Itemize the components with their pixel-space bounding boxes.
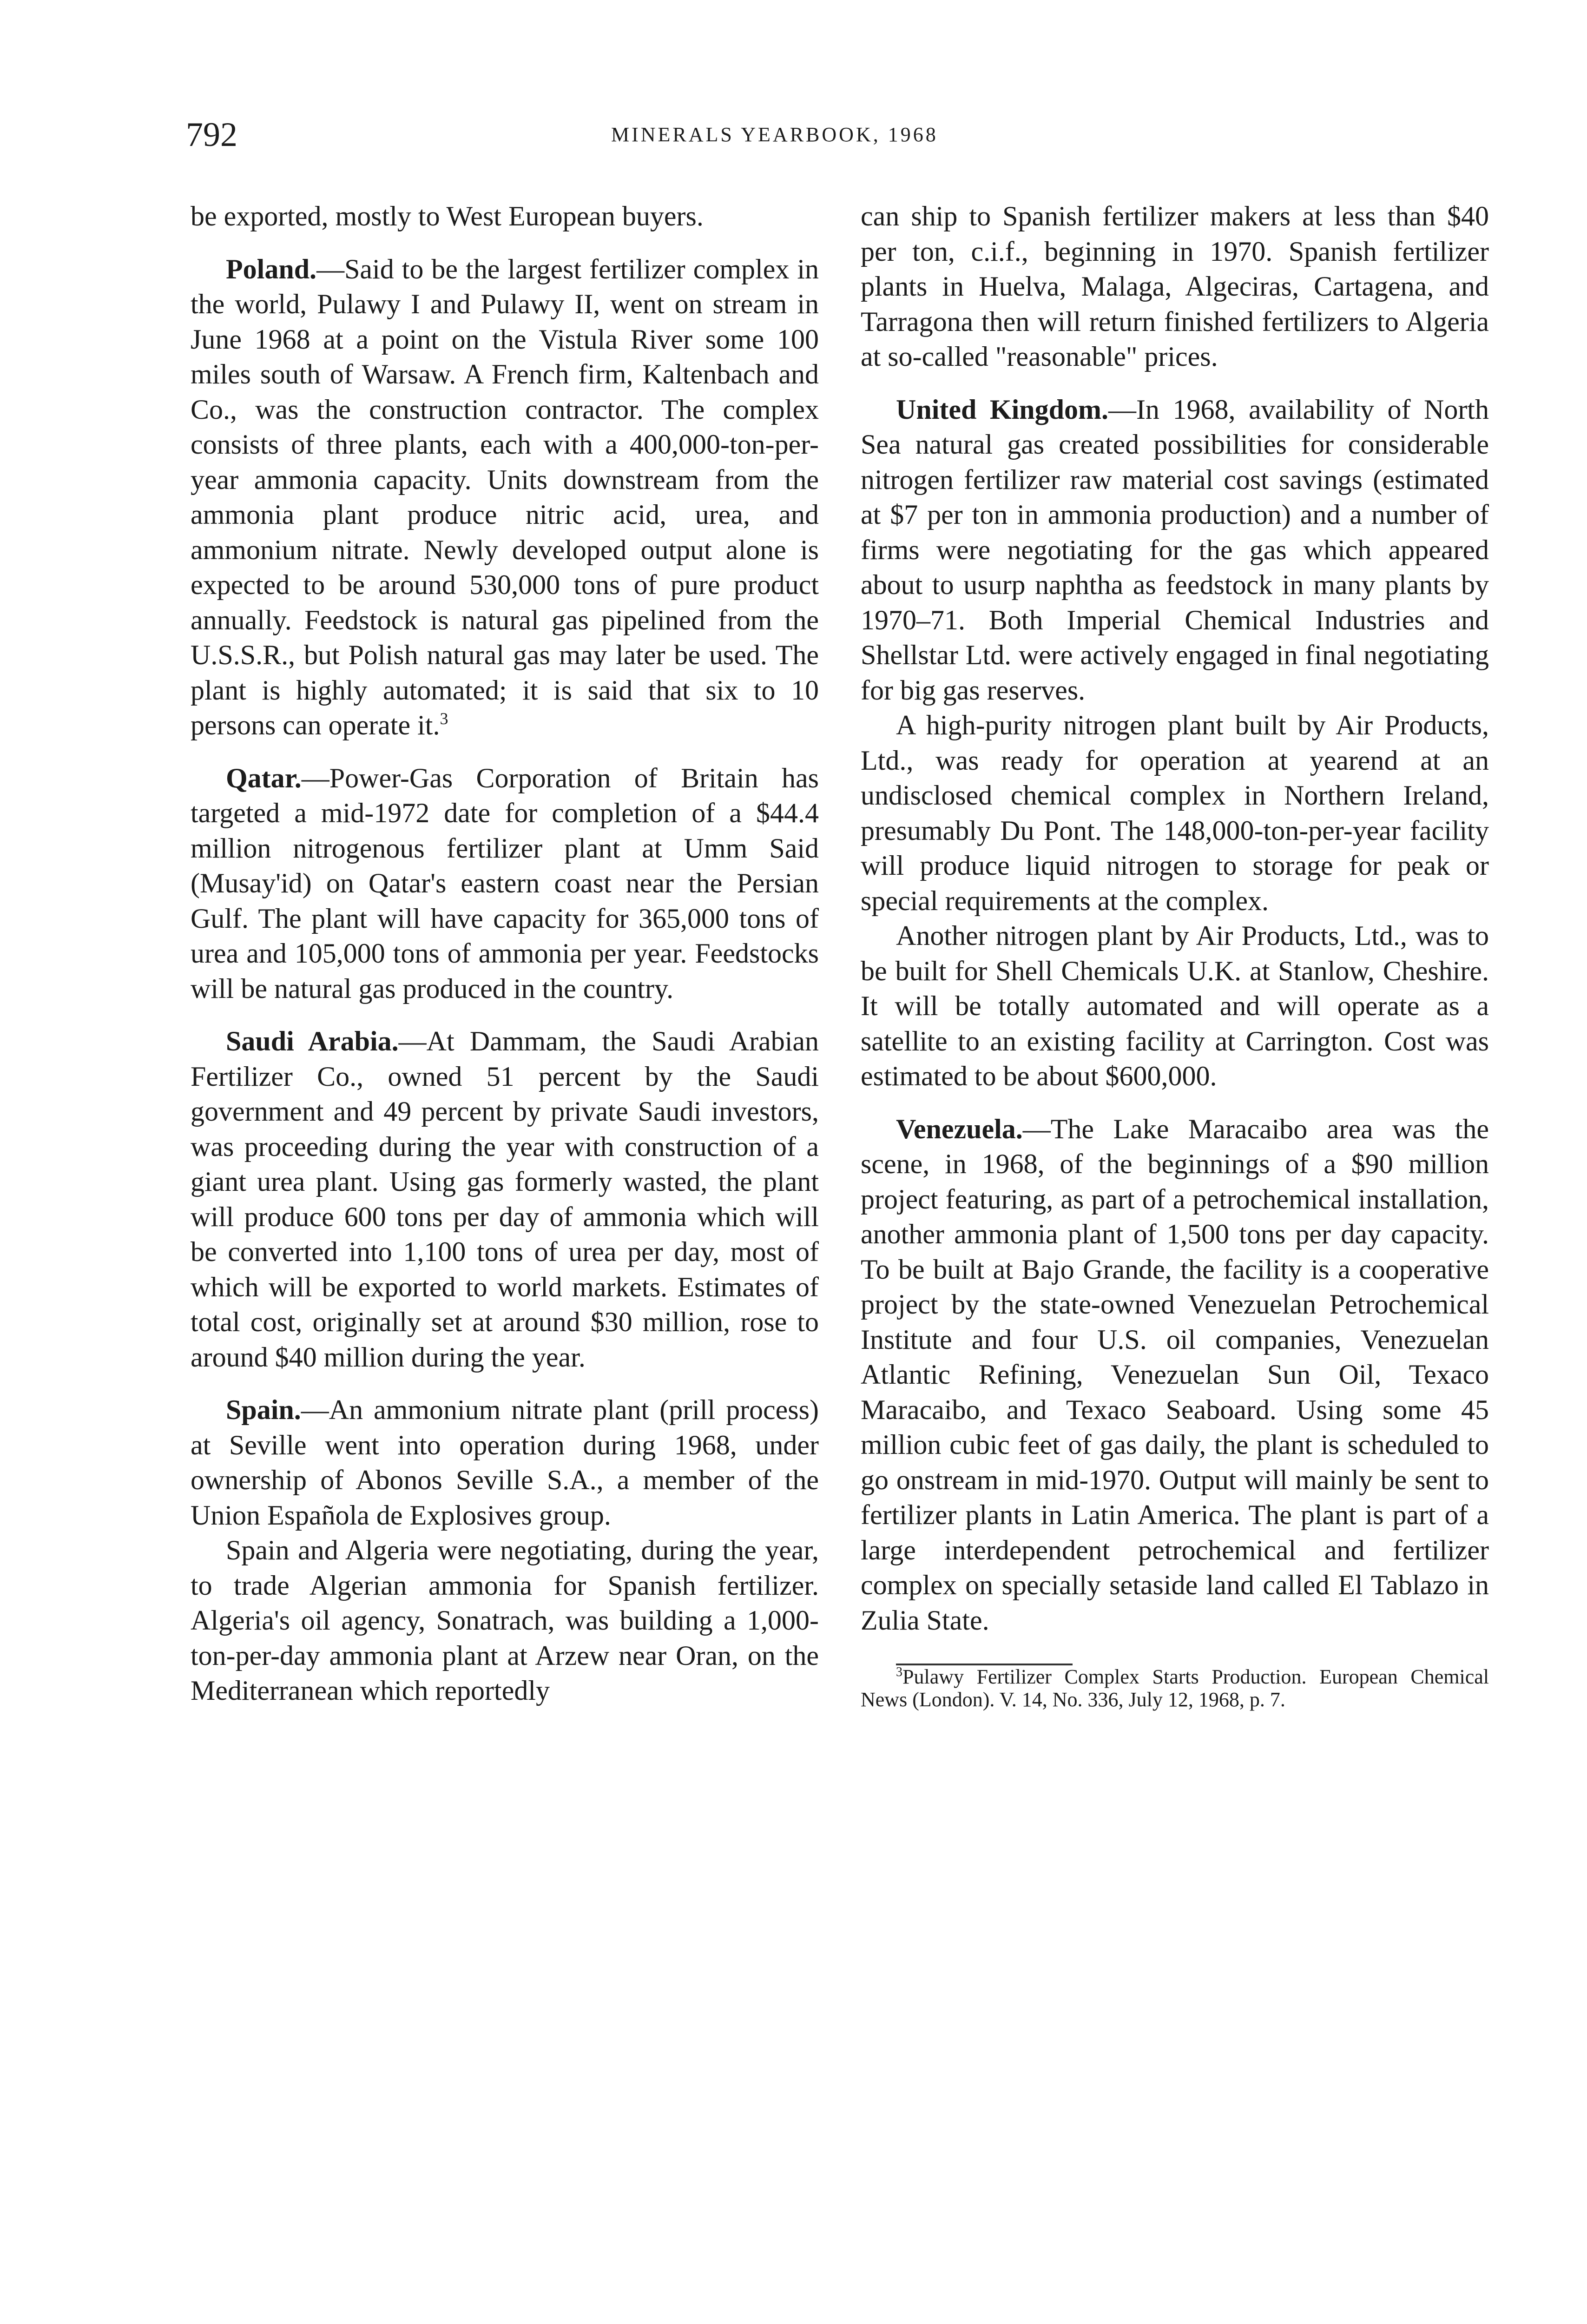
- venezuela-heading: Venezuela.: [896, 1113, 1023, 1144]
- qatar-text: —Power-Gas Corporation of Britain has targeted a mid-1972 date for completion of a $44.4 million nitrogenous fertilizer plant at Umm Said (Musay'id) on Qatar's eastern coast near the Persian Gulf. The plant will have capacity for 365,000 tons of urea and 105,000 tons of ammonia per year. Feedstocks will be natural gas produced in the country.: [191, 762, 819, 1004]
- saudi-arabia-heading: Saudi Arabia.: [226, 1026, 399, 1056]
- saudi-arabia-paragraph: [191, 1024, 819, 1375]
- saudi-arabia-text: —At Dammam, the Saudi Arabian Fertilizer Co., owned 51 percent by the Saudi government and 49 percent by private Saudi investors, was proceeding during the year with construction of a giant urea plant. Using gas formerly wasted, the plant will produce 600 tons per day of ammonia which will be converted into 1,100 tons of urea per day, most of which will be exported to world markets. Estimates of total cost, originally set at around $30 million, rose to around $40 million during the year.: [191, 1026, 819, 1373]
- united-kingdom-heading: United Kingdom.: [896, 394, 1108, 425]
- spain-paragraph-2: Spain and Algeria were negotiating, during the year, to trade Algerian ammonia for Spanish fertilizer. Algeria's oil agency, Sonatrach, was building a 1,000-ton-per-day ammonia plant at Arzew near Oran, on the Mediterranean which reportedly: [191, 1535, 819, 1706]
- right-column: [861, 199, 1489, 1711]
- venezuela-text: —The Lake Maracaibo area was the scene, in 1968, of the beginnings of a $90 million project featuring, as part of a petrochemical installation, another ammonia plant of 1,500 tons per day capacity. To be built at Bajo Grande, the facility is a cooperative project by the state-owned Venezuelan Petrochemical Institute and four U.S. oil companies, Venezuelan Atlantic Refining, Venezuelan Sun Oil, Texaco Maracaibo, and Texaco Seaboard. Using some 45 million cubic feet of gas daily, the plant is scheduled to go onstream in mid-1970. Output will mainly be sent to fertilizer plants in Latin America. The plant is part of a large interdependent petrochemical and fertilizer complex on specially setaside land called El Tablazo in Zulia State.: [861, 1113, 1489, 1636]
- footnote: [861, 1665, 1489, 1711]
- continuation-paragraph: be exported, mostly to West European buyers.: [191, 201, 704, 231]
- poland-text: —Said to be the largest fertilizer complex in the world, Pulawy I and Pulawy II, went on stream in June 1968 at a point on the Vistula River some 100 miles south of Warsaw. A French firm, Kaltenbach and Co., was the construction contractor. The complex consists of three plants, each with a 400,000-ton-per-year ammonia capacity. Units downstream from the ammonia plant produce nitric acid, urea, and ammonium nitrate. Newly developed output alone is expected to be around 530,000 tons of pure product annually. Feedstock is natural gas pipelined from the U.S.S.R., but Polish natural gas may later be used. The plant is highly automated; it is said that six to 10 persons can operate it.: [191, 253, 819, 740]
- spain-heading: Spain.: [226, 1394, 301, 1425]
- united-kingdom-paragraph-2: A high-purity nitrogen plant built by Air Products, Ltd., was ready for operation at yearend at an undisclosed chemical complex in Northern Ireland, presumably Du Pont. The 148,000-ton-per-year facility will produce liquid nitrogen to storage for peak or special requirements at the complex.: [861, 710, 1489, 916]
- qatar-heading: Qatar.: [226, 762, 302, 793]
- united-kingdom-paragraph-3: Another nitrogen plant by Air Products, Ltd., was to be built for Shell Chemicals U.K. at Stanlow, Cheshire. It will be totally automated and will operate as a satellite to an existing facility at Carrington. Cost was estimated to be about $600,000.: [861, 920, 1489, 1091]
- spain-paragraph: [191, 1393, 819, 1533]
- poland-heading: Poland.: [226, 253, 317, 284]
- united-kingdom-text: —In 1968, availability of North Sea natural gas created possibilities for considerable nitrogen fertilizer raw material cost savings (estimated at $7 per ton in ammonia production) and a number of firms were negotiating for the gas which appeared about to usurp naphtha as feedstock in many plants by 1970–71. Both Imperial Chemical Industries and Shellstar Ltd. were actively engaged in final negotiating for big gas reserves.: [861, 394, 1489, 706]
- poland-paragraph: [191, 252, 819, 743]
- left-column: [191, 199, 819, 1709]
- page-number: 792: [186, 116, 237, 154]
- footnote-number: 3: [896, 1665, 902, 1679]
- venezuela-paragraph: [861, 1112, 1489, 1638]
- footnote-reference: 3: [440, 709, 448, 728]
- running-title: MINERALS YEARBOOK, 1968: [611, 123, 938, 146]
- spain-text: —An ammonium nitrate plant (prill process) at Seville went into operation during 1968, under ownership of Abonos Seville S.A., a member of the Union Española de Explosives group.: [191, 1394, 819, 1531]
- qatar-paragraph: [191, 761, 819, 1007]
- continuation-paragraph: can ship to Spanish fertilizer makers at less than $40 per ton, c.i.f., beginning in 1970. Spanish fertilizer plants in Huelva, Malaga, Algeciras, Cartagena, and Tarragona then will return finished fertilizers to Algeria at so-called "reasonable" prices.: [861, 201, 1489, 372]
- united-kingdom-paragraph: [861, 392, 1489, 708]
- footnote-text: Pulawy Fertilizer Complex Starts Production. European Chemical News (London). V. 14, No. 336, July 12, 1968, p. 7.: [861, 1665, 1489, 1711]
- page-header: [186, 109, 1496, 160]
